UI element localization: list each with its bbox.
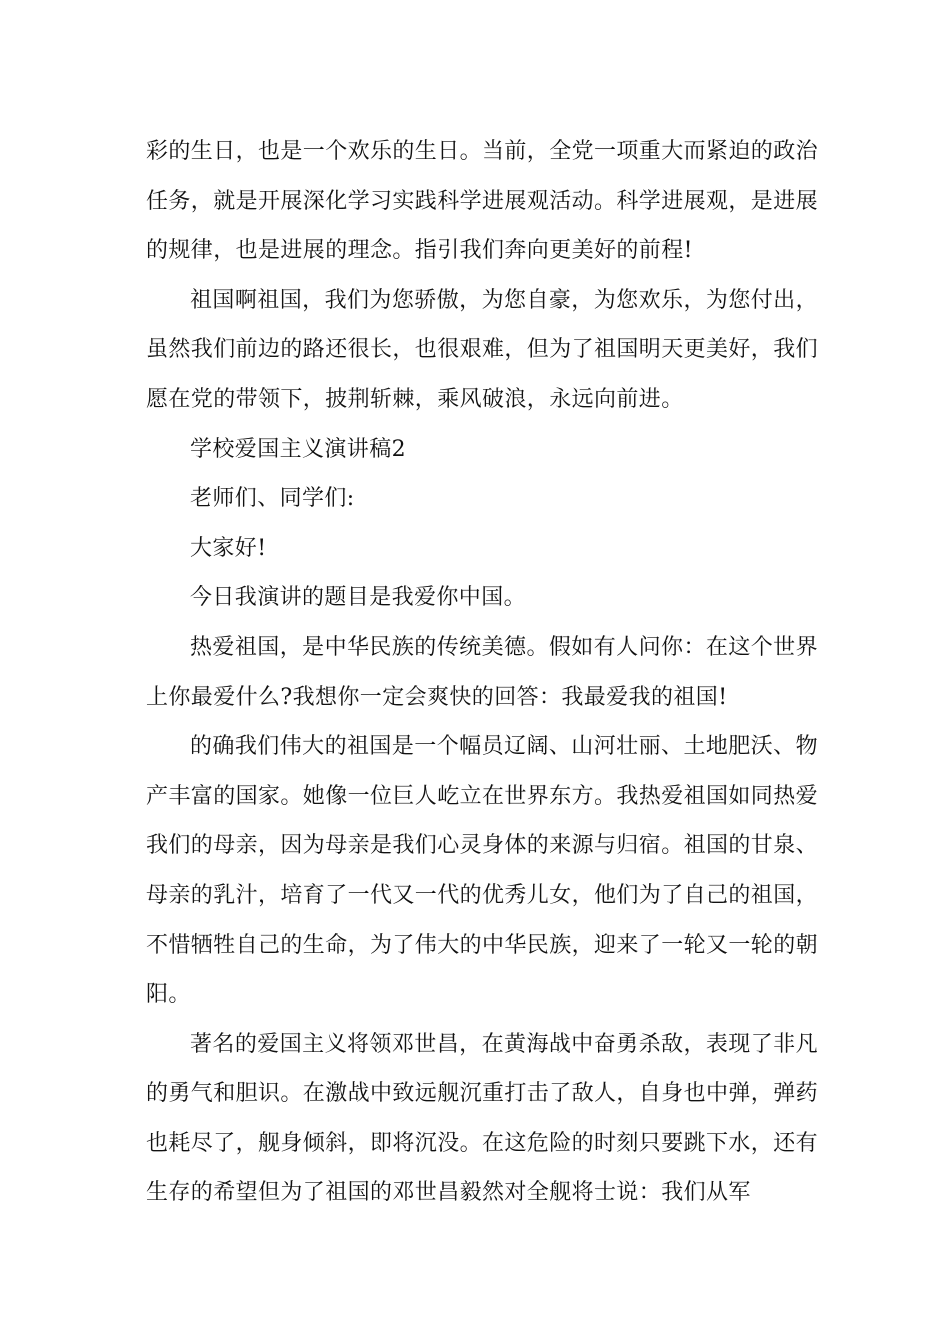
salutation: 老师们、同学们: xyxy=(190,486,355,512)
paragraph: 祖国啊祖国，我们为您骄傲，为您自豪，为您欢乐，为您付出，虽然我们前边的路还很长，也很艰难，但为了祖国明天更美好，我们愿在党的带领下，披荆斩棘，乘风破浪，永远向前进。 xyxy=(146,287,819,412)
paragraph-continuation: 彩的生日，也是一个欢乐的生日。当前，全党一项重大而紧迫的政治任务，就是开展深化学习实践科学进展观活动。科学进展观，是进展的规律，也是进展的理念。指引我们奔向更美好的前程! xyxy=(146,139,819,264)
paragraph: 热爱祖国，是中华民族的传统美德。假如有人问你：在这个世界上你最爱什么?我想你一定会爽快的回答：我最爱我的祖国! xyxy=(146,634,818,710)
paragraph: 今日我演讲的题目是我爱你中国。 xyxy=(190,585,527,611)
greeting: 大家好! xyxy=(190,535,267,561)
section-title: 学校爱国主义演讲稿2 xyxy=(190,436,406,462)
paragraph: 著名的爱国主义将领邓世昌，在黄海战中奋勇杀敌，表现了非凡的勇气和胆识。在激战中致远舰沉重打击了敌人，自身也中弹，弹药也耗尽了，舰身倾斜，即将沉没。在这危险的时刻只要跳下水，还有生存的希望但为了祖国的邓世昌毅然对全舰将士说：我们从军 xyxy=(146,1031,819,1206)
paragraph: 的确我们伟大的祖国是一个幅员辽阔、山河壮丽、土地肥沃、物产丰富的国家。她像一位巨人屹立在世界东方。我热爱祖国如同热爱我们的母亲，因为母亲是我们心灵身体的来源与归宿。祖国的甘泉、母亲的乳汁，培育了一代又一代的优秀儿女，他们为了自己的祖国，不惜牺牲自己的生命，为了伟大的中华民族，迎来了一轮又一轮的朝阳。 xyxy=(146,734,819,1008)
document-body xyxy=(146,127,818,1218)
